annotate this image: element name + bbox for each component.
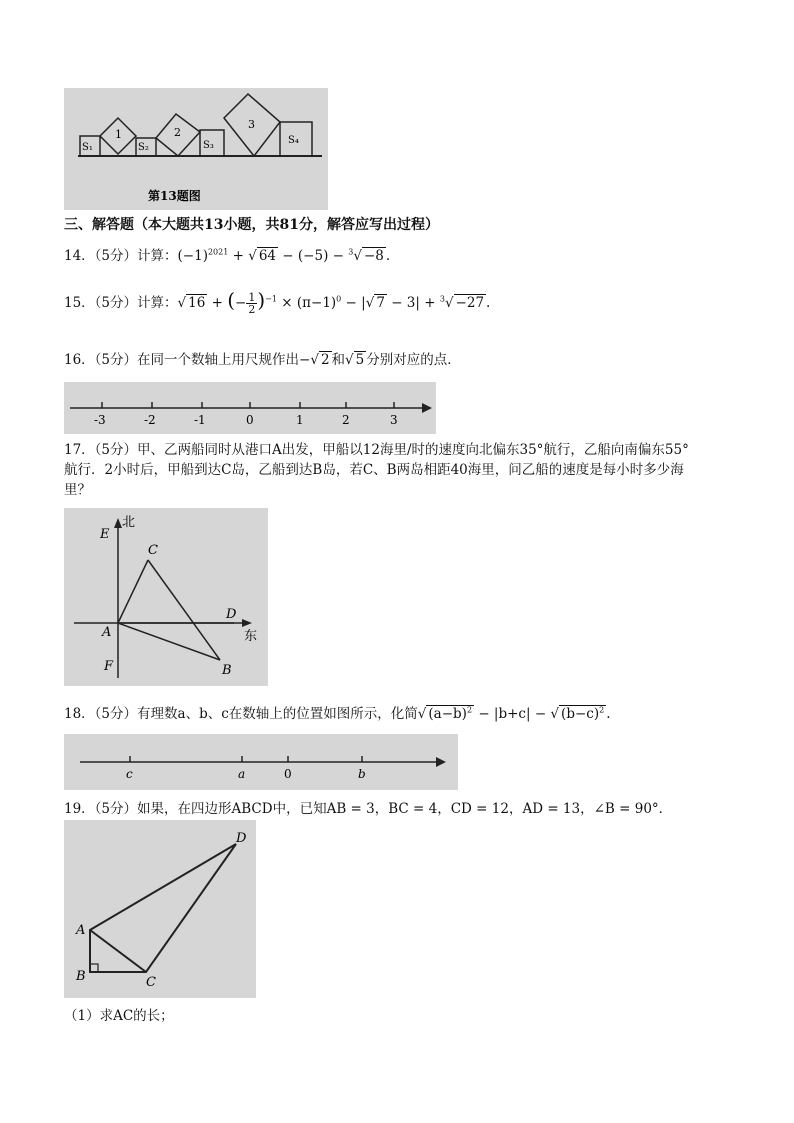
label-3: 3: [248, 118, 255, 131]
figure-13-drawing: [64, 88, 328, 210]
label-c: C: [148, 543, 158, 558]
question-16: [64, 348, 461, 368]
number-line-18-drawing: [64, 734, 458, 790]
q14-prefix: 14．（5分）计算：: [64, 248, 178, 264]
q17-line1: 17．（5分）甲、乙两船同时从港口A出发，甲船以12海里/时的速度向北偏东35°航行，乙船向南偏东55°: [64, 442, 689, 458]
label-2: 2: [174, 126, 181, 139]
label-s4: S₄: [288, 135, 299, 146]
tick-neg1: -1: [194, 413, 206, 427]
q16-root2: √ 5: [345, 352, 365, 368]
label-north: 北: [122, 515, 136, 530]
label-s1: S₁: [82, 142, 93, 153]
q15-end: .: [486, 295, 491, 311]
q17-line3: 里？: [64, 482, 91, 498]
tick-neg3: -3: [94, 413, 106, 427]
number-line-16-drawing: [64, 382, 436, 434]
q16-suffix: 分别对应的点．: [366, 352, 461, 368]
q16-prefix: 16．（5分）在同一个数轴上用尺规作出: [64, 352, 300, 368]
q18-expression: √ $(a-b)^2 - |b+c|$ − √ $(b-c)^2$: [417, 705, 605, 722]
tick-2: 2: [342, 413, 350, 427]
q16-root1: −√ 2: [299, 352, 330, 368]
number-line-16: [64, 382, 436, 434]
section-3-title: 三、解答题（本大题共13小题，共81分，解答应写出过程）: [64, 217, 439, 233]
label-b: b: [358, 767, 366, 781]
label-b: B: [222, 663, 232, 678]
label-c: c: [126, 767, 133, 781]
tick-neg2: -2: [144, 413, 156, 427]
question-19: 19．（5分）如果，在四边形ABCD中，已知AB = 3，BC = 4，CD = 12，AD = 13，∠B = 90°．: [64, 801, 673, 817]
q18-end: .: [606, 706, 611, 722]
figure-17-drawing: [64, 508, 268, 686]
label-s2: S₂: [138, 142, 149, 153]
label-d: D: [226, 607, 237, 622]
question-17: [64, 440, 734, 500]
label-b: B: [76, 969, 86, 984]
label-a: a: [238, 767, 246, 781]
number-line-18: [64, 734, 458, 790]
q15-prefix: 15．（5分）计算：: [64, 295, 178, 311]
figure-19: [64, 820, 256, 998]
q14-end: .: [385, 248, 391, 264]
label-f: F: [104, 659, 114, 674]
figure-17: [64, 508, 268, 686]
label-e: E: [100, 527, 110, 542]
tick-0: 0: [246, 413, 254, 427]
label-east: 东: [244, 629, 258, 644]
question-15: [64, 288, 490, 315]
label-d: D: [236, 831, 247, 846]
q17-line2: 航行．2小时后，甲船到达C岛，乙船到达B岛，若C、B两岛相距40海里，问乙船的速度是每小时多少海: [64, 462, 684, 478]
q14-expression: $(-1)^{2021}$ + √ 64 − (−5) − $^3$√ −8: [177, 247, 384, 264]
label-a: A: [102, 625, 112, 640]
q15-expression: √ 16 + (− $\frac{1}{2}$ )$^{-1} \times (\pi-1)^0$ − |√ 7 − 3| + $^3$√ −27: [177, 288, 485, 316]
label-1: 1: [115, 128, 122, 141]
figure-13-caption: 第13题图: [148, 189, 201, 203]
question-14: [64, 244, 390, 264]
q16-mid: 和: [331, 352, 346, 368]
q18-prefix: 18．（5分）有理数a、b、c在数轴上的位置如图所示，化简: [64, 706, 418, 722]
tick-3: 3: [390, 413, 398, 427]
question-19-part-1: （1）求AC的长；: [64, 1008, 174, 1024]
label-c: C: [146, 975, 156, 990]
figure-19-drawing: [64, 820, 256, 998]
tick-1: 1: [296, 413, 304, 427]
label-a: A: [76, 923, 86, 938]
label-zero: 0: [284, 767, 292, 781]
label-s3: S₃: [203, 140, 214, 151]
question-18: [64, 702, 611, 722]
figure-13: [64, 88, 328, 210]
